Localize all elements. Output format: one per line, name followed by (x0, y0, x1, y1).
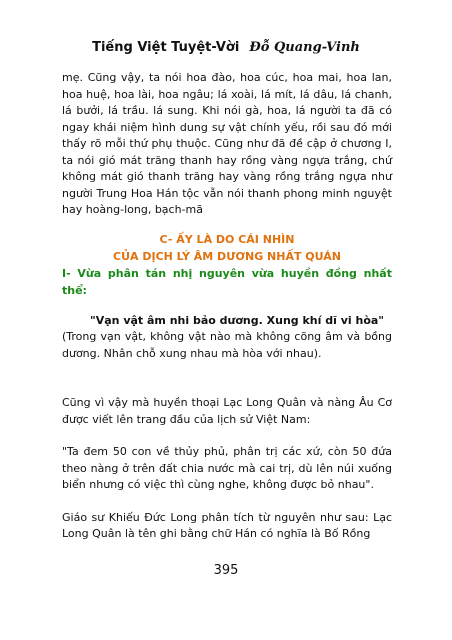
author-name: Đỗ Quang-Vinh (249, 40, 360, 55)
section-heading-line: C- ẤY LÀ DO CÁI NHÌN (159, 232, 295, 246)
page-body (62, 70, 392, 543)
paragraph: Giáo sư Khiếu Đức Long phân tích từ nguyên như sau: Lạc Long Quân là tên ghi bằng chữ Hán có nghĩa là Bố Rồng (62, 510, 392, 540)
quote-original: "Vạn vật âm nhi bảo dương. Xung khí dĩ vi hòa" (90, 313, 385, 327)
section-heading-c (62, 231, 392, 265)
paragraph: mẹ. Cũng vậy, ta nói hoa đào, hoa cúc, hoa mai, hoa lan, hoa huệ, hoa lài, hoa ngâu; lá xoài, lá mít, lá dâu, lá chanh, lá bưởi, lá trầu. lá sung. Khi nói gà, hoa, lá người ta đã có ngay khái niệm hình dung sự vật chính yếu, rồi sau đó mới thấy rõ mỗi thứ phụ thuộc. Cũng như đã đề cập ở chương I, ta nói gió mát trăng thanh hay rồng vàng ngựa trắng, chứ không mát gió thanh trăng hay vàng rồng trắng ngựa như người Trung Hoa Hán tộc vẫn nói thanh phong minh nguyệt hay hoàng-long, bạch-mã (62, 71, 392, 216)
section-heading-line: CỦA DỊCH LÝ ÂM DƯƠNG NHẤT QUÁN (113, 249, 341, 263)
page-number: 395 (213, 563, 239, 578)
quote-translation: (Trong vạn vật, không vật nào mà không cõng âm và bồng dương. Nhân chỗ xung nhau mà hòa với nhau). (62, 330, 392, 360)
subsection-heading-i: I- Vừa phân tán nhị nguyên vừa huyền đồng nhất thể: (62, 266, 392, 297)
paragraph: Cũng vì vậy mà huyền thoại Lạc Long Quân và nàng Âu Cơ được viết lên trang đầu của lịch sử Việt Nam: (62, 396, 392, 426)
running-header (0, 40, 452, 55)
quoted-paragraph: "Ta đem 50 con về thủy phủ, phân trị các xứ, còn 50 đứa theo nàng ở trên đất chia nước mà cai trị, dù lên núi xuống biển nhưng có việc thì cùng nghe, không được bỏ nhau". (62, 445, 392, 491)
book-title: Tiếng Việt Tuyệt-Vời (92, 40, 240, 55)
